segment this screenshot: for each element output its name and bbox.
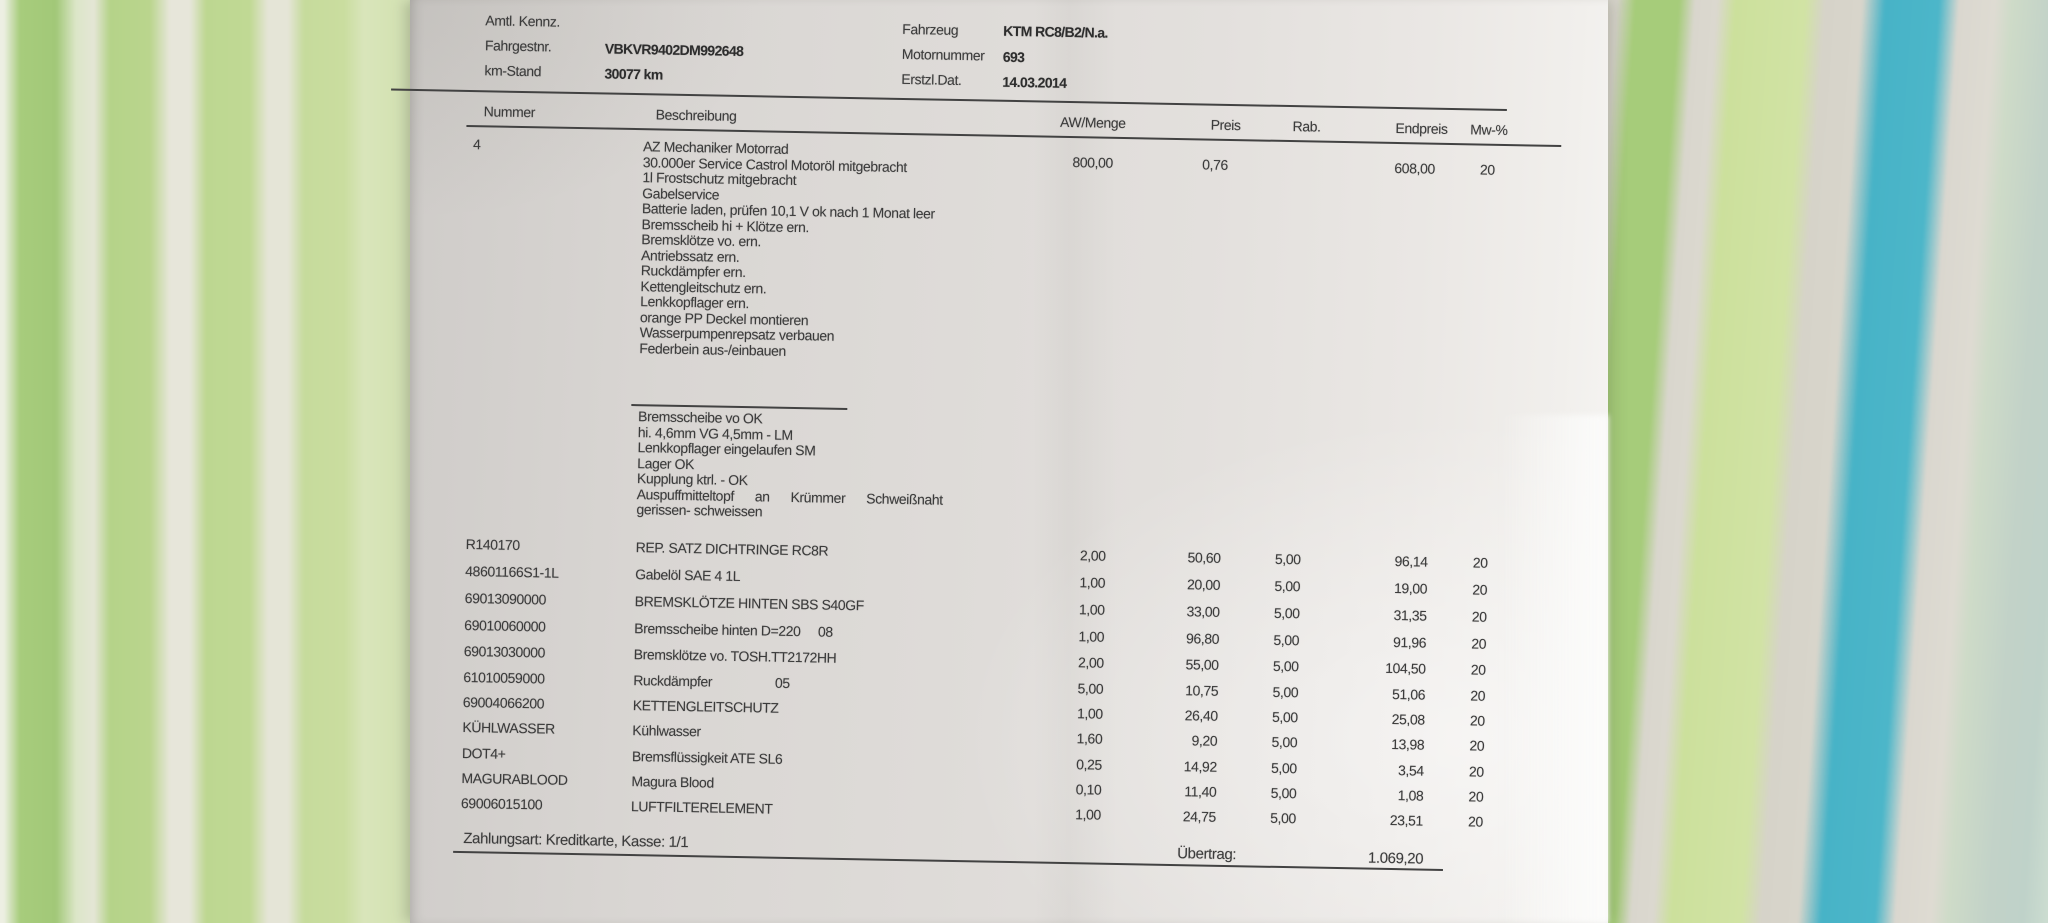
row-beschreibung: BREMSKLÖTZE HINTEN SBS S40GF (634, 593, 865, 614)
row-aw-menge: 2,00 (1077, 654, 1104, 671)
row-mwst: 20 (1469, 737, 1485, 754)
uebertrag-value: 1.069,20 (1367, 849, 1424, 868)
row-beschreibung: Magura Blood (631, 773, 714, 791)
service-aw-menge: 800,00 (1072, 154, 1114, 171)
row-endpreis: 25,08 (1391, 711, 1425, 728)
row-beschreibung: Bremsscheibe hinten D=220 08 (634, 620, 833, 640)
row-nummer: 69013030000 (463, 642, 546, 661)
row-mwst: 20 (1472, 554, 1488, 571)
row-preis: 24,75 (1182, 808, 1217, 825)
row-endpreis: 23,51 (1389, 811, 1424, 829)
row-endpreis: 51,06 (1391, 686, 1426, 703)
service-item-description: AZ Mechaniker Motorrad 30.000er Service Castrol Motoröl mitgebracht 1l Frostschutz mitgebracht Gabelservice Batterie laden, prüfen 10,1 V ok nach 1 Monat leer Bremsscheib hi + Klötze ern. Bremsklötze vo. ern. Antriebssatz ern. Ruckdämpfer ern. Kettengleitschutz ern. Lenkkopflager ern. orange PP Deckel montieren Wasserpumpenrepsatz verbauen Federbein aus-/einbauen (639, 138, 935, 359)
service-item-nummer: 4 (472, 136, 481, 153)
amtl-kennz-label: Amtl. Kennz. (485, 12, 561, 30)
fahrzeug-label: Fahrzeug (902, 20, 959, 38)
row-rab: 5,00 (1270, 759, 1297, 777)
row-preis: 33,00 (1186, 603, 1220, 620)
row-aw-menge: 1,60 (1076, 730, 1103, 747)
row-aw-menge: 2,00 (1079, 547, 1106, 564)
row-beschreibung: LUFTFILTERELEMENT (630, 798, 773, 817)
row-endpreis: 104,50 (1385, 659, 1426, 677)
uebertrag-label: Übertrag: (1177, 845, 1237, 864)
vehicle-info-block (411, 0, 1609, 91)
row-mwst: 20 (1471, 608, 1487, 625)
invoice-print-layer (394, 0, 1609, 923)
header-rab: Rab. (1292, 118, 1321, 135)
header-endpreis: Endpreis (1395, 119, 1448, 137)
fahrgestnr-label: Fahrgestnr. (484, 37, 552, 55)
row-beschreibung: Ruckdämpfer 05 (633, 672, 790, 691)
row-nummer: R140170 (465, 536, 520, 553)
motornummer-value: 693 (1002, 48, 1025, 66)
row-preis: 26,40 (1184, 707, 1218, 724)
row-nummer: KÜHLWASSER (462, 718, 556, 737)
row-preis: 96,80 (1185, 630, 1220, 647)
row-preis: 50,60 (1187, 549, 1221, 566)
header-preis: Preis (1210, 116, 1241, 134)
row-rab: 5,00 (1272, 683, 1299, 701)
row-rab: 5,00 (1273, 631, 1300, 649)
row-mwst: 20 (1470, 661, 1486, 678)
row-endpreis: 3,54 (1397, 762, 1424, 779)
row-mwst: 20 (1472, 581, 1488, 598)
row-beschreibung: REP. SATZ DICHTRINGE RC8R (635, 539, 829, 559)
row-preis: 20,00 (1186, 576, 1221, 593)
row-beschreibung: KETTENGLEITSCHUTZ (632, 697, 779, 716)
row-endpreis: 91,96 (1392, 634, 1427, 651)
row-aw-menge: 1,00 (1078, 628, 1105, 645)
row-aw-menge: 0,25 (1076, 756, 1102, 773)
row-aw-menge: 1,00 (1079, 574, 1106, 591)
row-preis: 9,20 (1191, 732, 1218, 749)
row-aw-menge: 1,00 (1076, 705, 1103, 722)
row-nummer: DOT4+ (461, 744, 506, 762)
row-mwst: 20 (1467, 813, 1483, 830)
row-endpreis: 19,00 (1393, 580, 1428, 597)
row-rab: 5,00 (1270, 784, 1297, 802)
row-aw-menge: 1,00 (1078, 601, 1105, 618)
service-endpreis: 608,00 (1394, 159, 1435, 177)
erstzl-dat-label: Erstzl.Dat. (901, 70, 962, 89)
row-mwst: 20 (1468, 788, 1484, 805)
row-beschreibung: Kühlwasser (632, 722, 701, 740)
row-beschreibung: Gabelöl SAE 4 1L (635, 566, 741, 585)
service-item-values (408, 142, 1528, 181)
row-rab: 5,00 (1272, 657, 1299, 675)
fahrgestnr-value: VBKVR9402DM992648 (604, 40, 744, 60)
row-preis: 55,00 (1185, 656, 1219, 673)
row-mwst: 20 (1470, 687, 1486, 704)
row-nummer: 61010059000 (463, 668, 545, 687)
header-mwst: Mw-% (1470, 121, 1508, 139)
motornummer-label: Motornummer (901, 45, 985, 64)
row-rab: 5,00 (1270, 809, 1297, 827)
row-nummer: 69004066200 (462, 693, 545, 712)
row-aw-menge: 0,10 (1075, 781, 1102, 798)
striped-fabric-background-left (0, 0, 424, 923)
row-endpreis: 1,08 (1397, 787, 1424, 804)
header-aw-menge: AW/Menge (1059, 113, 1126, 132)
header-nummer: Nummer (483, 103, 536, 121)
row-rab: 5,00 (1271, 733, 1298, 751)
row-mwst: 20 (1468, 763, 1484, 780)
km-stand-value: 30077 km (604, 65, 663, 83)
row-aw-menge: 5,00 (1077, 680, 1104, 697)
row-rab: 5,00 (1273, 604, 1300, 622)
row-mwst: 20 (1469, 712, 1485, 729)
row-rab: 5,00 (1274, 577, 1301, 595)
row-endpreis: 31,35 (1393, 607, 1427, 624)
row-endpreis: 13,98 (1391, 736, 1425, 753)
row-beschreibung: Bremsflüssigkeit ATE SL6 (631, 748, 783, 767)
row-nummer: 69006015100 (460, 794, 543, 813)
fahrzeug-value: KTM RC8/B2/N.a. (1003, 22, 1108, 41)
row-mwst: 20 (1471, 635, 1487, 652)
row-aw-menge: 1,00 (1075, 806, 1102, 823)
km-stand-label: km-Stand (484, 62, 542, 80)
row-nummer: MAGURABLOOD (461, 769, 568, 788)
row-rab: 5,00 (1271, 708, 1298, 726)
invoice-paper (410, 0, 1608, 923)
row-nummer: 69010060000 (464, 616, 546, 635)
row-preis: 11,40 (1184, 783, 1217, 800)
row-endpreis: 96,14 (1394, 553, 1428, 570)
row-preis: 14,92 (1183, 758, 1217, 775)
service-mwst: 20 (1479, 161, 1495, 178)
service-preis: 0,76 (1202, 156, 1228, 173)
row-preis: 10,75 (1185, 682, 1219, 699)
row-beschreibung: Bremsklötze vo. TOSH.TT2172HH (633, 646, 837, 666)
zahlungsart-text: Zahlungsart: Kreditkarte, Kasse: 1/1 (463, 830, 689, 852)
row-nummer: 69013090000 (464, 589, 547, 608)
row-nummer: 48601166S1-1L (465, 563, 559, 581)
inspection-notes: Bremsscheibe vo OK hi. 4,6mm VG 4,5mm - LM Lenkkopflager eingelaufen SM Lager OK Kupplung ktrl. - OK Auspuffmitteltopf an Krümmer Schweißnaht gerissen- schweissen (636, 408, 943, 520)
header-beschreibung: Beschreibung (655, 106, 737, 124)
erstzl-dat-value: 14.03.2014 (1002, 73, 1067, 91)
row-rab: 5,00 (1274, 550, 1301, 568)
